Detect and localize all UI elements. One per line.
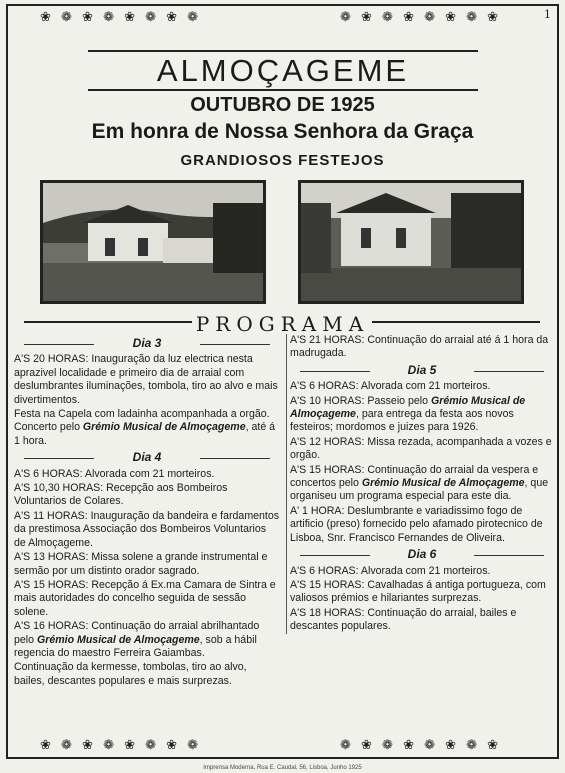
day-heading: Dia 3 bbox=[14, 337, 280, 350]
event-item: A'S 13 HORAS: Missa solene a grande instrumental e sermão por um distinto orador sagrado. bbox=[14, 551, 268, 577]
printer-imprint: Imprensa Moderna, Rua E. Caudal, 56, Lisboa, Junho 1925 bbox=[203, 765, 362, 771]
right-column bbox=[286, 334, 554, 634]
ornament-bottom-right: ❁ ❀ ❁ ❀ ❁ ❀ ❁ ❀ bbox=[340, 738, 502, 753]
ornament-top-left: ❀ ❁ ❀ ❁ ❀ ❁ ❀ ❁ bbox=[40, 10, 202, 25]
event-item: Continuação da kermesse, tombolas, tiro ao alvo, bailes, descantes populares e mais surprezas. bbox=[14, 661, 247, 687]
event-item: A'S 18 HORAS: Continuação do arraial, bailes e descantes populares. bbox=[290, 606, 517, 633]
event-item: A'S 16 HORAS: Continuação do arraial abrilhantado pelo Grémio Musical de Almoçageme, sob a hábil regencia do maestro Ferreira Gaiambas. bbox=[14, 620, 260, 659]
right-border bbox=[557, 4, 559, 759]
event-item: A'S 10,30 HORAS: Recepção aos Bombeiros Voluntarios de Colares. bbox=[14, 482, 228, 508]
event-item: A' 1 HORA: Deslumbrante e variadissimo fogo de artificio (preso) fornecido pelo afamado pirotecnico de Lisboa, Snr. Francisco Fernandes de Oliveira. bbox=[290, 504, 543, 544]
event-item: A'S 12 HORAS: Missa rezada, acompanhada a vozes e orgão. bbox=[290, 435, 552, 462]
programme-heading: PROGRAMA bbox=[195, 312, 370, 336]
festivities-line: GRANDIOSOS FESTEJOS bbox=[180, 152, 385, 169]
event-item: A'S 15 HORAS: Continuação do arraial da vespera e concertos pelo Grémio Musical de Almoçageme, que organiseu um programa especial para este dia. bbox=[290, 463, 549, 503]
band-name: Grémio Musical de Almoçageme bbox=[361, 477, 525, 490]
event-item: A'S 20 HORAS: Inauguração da luz electrica nesta aprazivel localidade e primeiro dia de arraial com deslumbrantes iluminações, tombola, tiro ao alvo e mais divertimentos. bbox=[14, 353, 278, 406]
event-item: A'S 21 HORAS: Continuação do arraial até á 1 hora da madrugada. bbox=[290, 334, 549, 360]
day-heading: Dia 5 bbox=[290, 364, 554, 377]
event-item: A'S 11 HORAS: Inauguração da bandeira e fardamentos da prestimosa Associação dos Bombeiros Voluntarios de Almoçageme. bbox=[14, 509, 280, 549]
band-name: Grémio Musical de Almoçageme bbox=[290, 394, 526, 421]
band-name: Grémio Musical de Almoçageme bbox=[82, 421, 246, 434]
band-name: Grémio Musical de Almoçageme bbox=[36, 633, 200, 646]
event-item: A'S 15 HORAS: Cavalhadas á antiga portugueza, com valiosos prémios e hilariantes surprezas. bbox=[290, 578, 546, 605]
photo-chapel-left bbox=[40, 180, 266, 304]
event-item: A'S 6 HORAS: Alvorada com 21 morteiros. bbox=[290, 564, 491, 577]
left-border bbox=[6, 4, 8, 759]
ornament-bottom-left: ❀ ❁ ❀ ❁ ❀ ❁ ❀ ❁ bbox=[40, 738, 202, 753]
event-item: A'S 10 HORAS: Passeio pelo Grémio Musical de Almoçageme, para entrega da festa aos novos festeiros; mordomos e juizes para 1926. bbox=[290, 394, 526, 434]
event-item: A'S 15 HORAS: Recepção á Ex.ma Camara de Sintra e mais autoridades do concelho seguida de sessão solene. bbox=[14, 578, 276, 618]
programme-rule-right bbox=[372, 321, 540, 323]
event-date: OUTUBRO DE 1925 bbox=[190, 94, 375, 116]
left-column bbox=[14, 334, 280, 688]
honour-line: Em honra de Nossa Senhora da Graça bbox=[91, 120, 474, 143]
event-item: Festa na Capela com ladainha acompanhada a orgão. Concerto pelo Grémio Musical de Almoçageme, até á 1 hora. bbox=[14, 408, 276, 447]
event-item: A'S 6 HORAS: Alvorada com 21 morteiros. bbox=[14, 467, 215, 480]
day-heading: Dia 4 bbox=[14, 451, 280, 464]
poster-title: ALMOÇAGEME bbox=[88, 50, 478, 91]
ornament-top-right: ❁ ❀ ❁ ❀ ❁ ❀ ❁ ❀ bbox=[340, 10, 502, 25]
event-item: A'S 6 HORAS: Alvorada com 21 morteiros. bbox=[290, 380, 491, 393]
photo-chapel-right bbox=[298, 180, 524, 304]
page-number: 1 bbox=[544, 8, 551, 21]
day-heading: Dia 6 bbox=[290, 548, 554, 561]
